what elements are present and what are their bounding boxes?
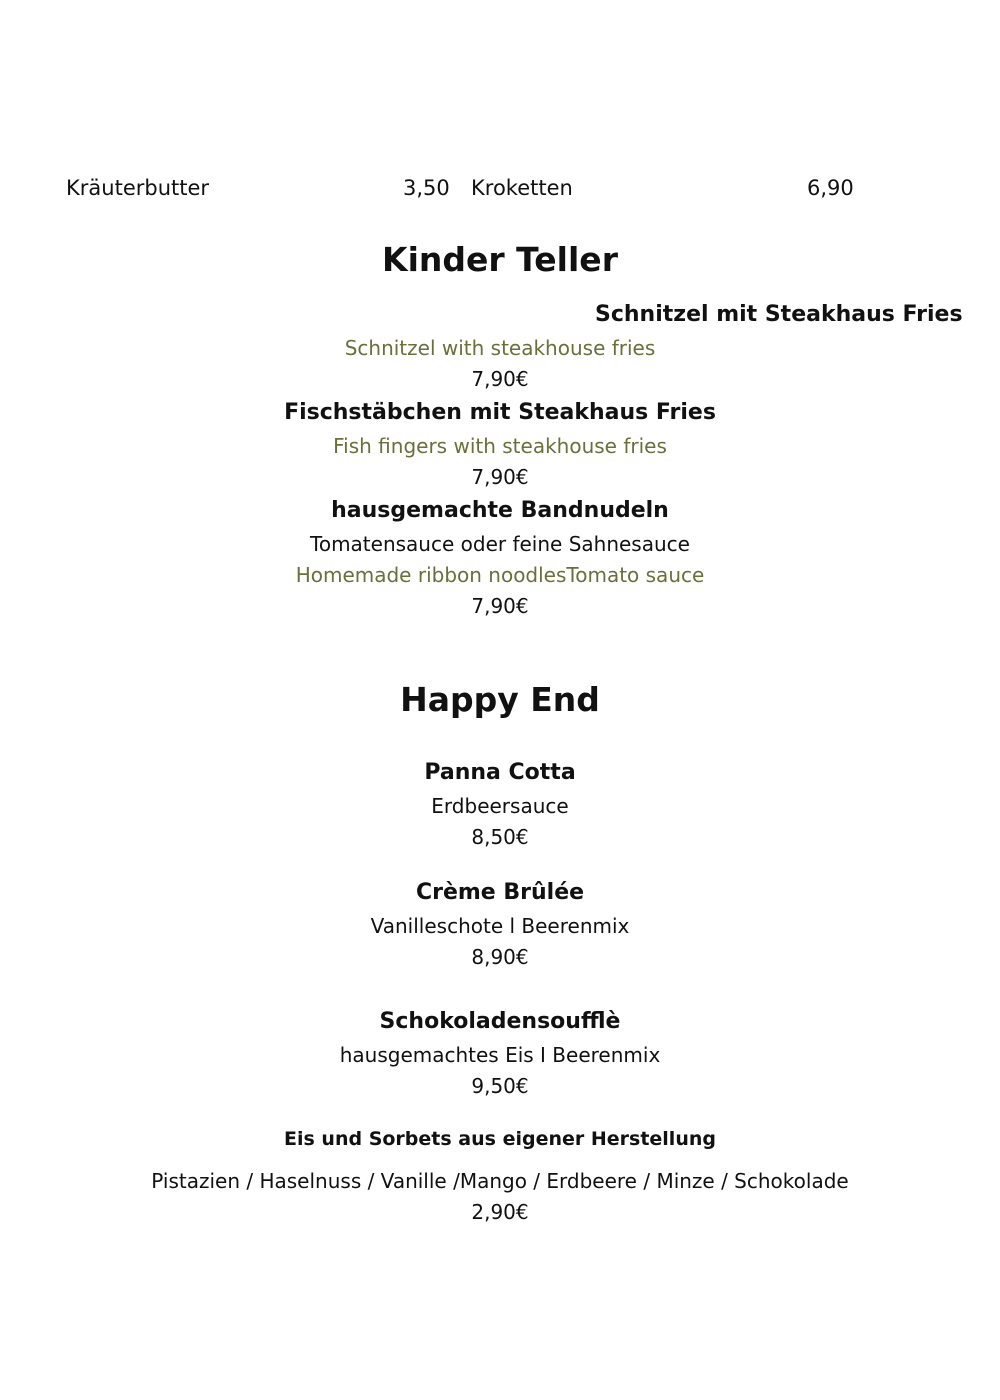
section-title-kinder: Kinder Teller [382, 240, 618, 279]
ice-section-title: Eis und Sorbets aus eigener Herstellung [284, 1128, 716, 1150]
side-item-price: 3,50 [403, 176, 450, 200]
dish-name: hausgemachte Bandnudeln [331, 498, 669, 523]
dessert-description: hausgemachtes Eis I Beerenmix [339, 1043, 661, 1067]
side-item-name: Kräuterbutter [66, 176, 210, 200]
dish-english: Fish fingers with steakhouse fries [333, 434, 667, 458]
section-title-happy-end: Happy End [400, 680, 600, 719]
side-item-price: 6,90 [807, 176, 854, 200]
dish-english: Homemade ribbon noodlesTomato sauce [295, 563, 705, 587]
dessert-description: Erdbeersauce [431, 794, 569, 818]
dessert-name: Crème Brûlée [415, 880, 585, 905]
dish-price: 7,90€ [471, 465, 529, 489]
dish-english: Schnitzel with steakhouse fries [344, 336, 656, 360]
dish-price: 7,90€ [471, 367, 529, 391]
dessert-price: 8,50€ [471, 825, 529, 849]
dish-price: 7,90€ [471, 594, 529, 618]
dessert-price: 9,50€ [471, 1074, 529, 1098]
dessert-name: Schokoladensoufflè [379, 1009, 621, 1034]
dessert-price: 8,90€ [471, 945, 529, 969]
ice-price: 2,90€ [471, 1200, 529, 1224]
dish-name: Schnitzel mit Steakhaus Fries [595, 302, 963, 327]
ice-flavors: Pistazien / Haselnuss / Vanille /Mango / Erdbeere / Minze / Schokolade [151, 1169, 849, 1193]
dessert-name: Panna Cotta [424, 760, 576, 785]
side-item-name: Kroketten [471, 176, 573, 200]
dessert-description: Vanilleschote l Beerenmix [370, 914, 630, 938]
dish-description: Tomatensauce oder feine Sahnesauce [310, 532, 690, 556]
dish-name: Fischstäbchen mit Steakhaus Fries [284, 400, 716, 425]
